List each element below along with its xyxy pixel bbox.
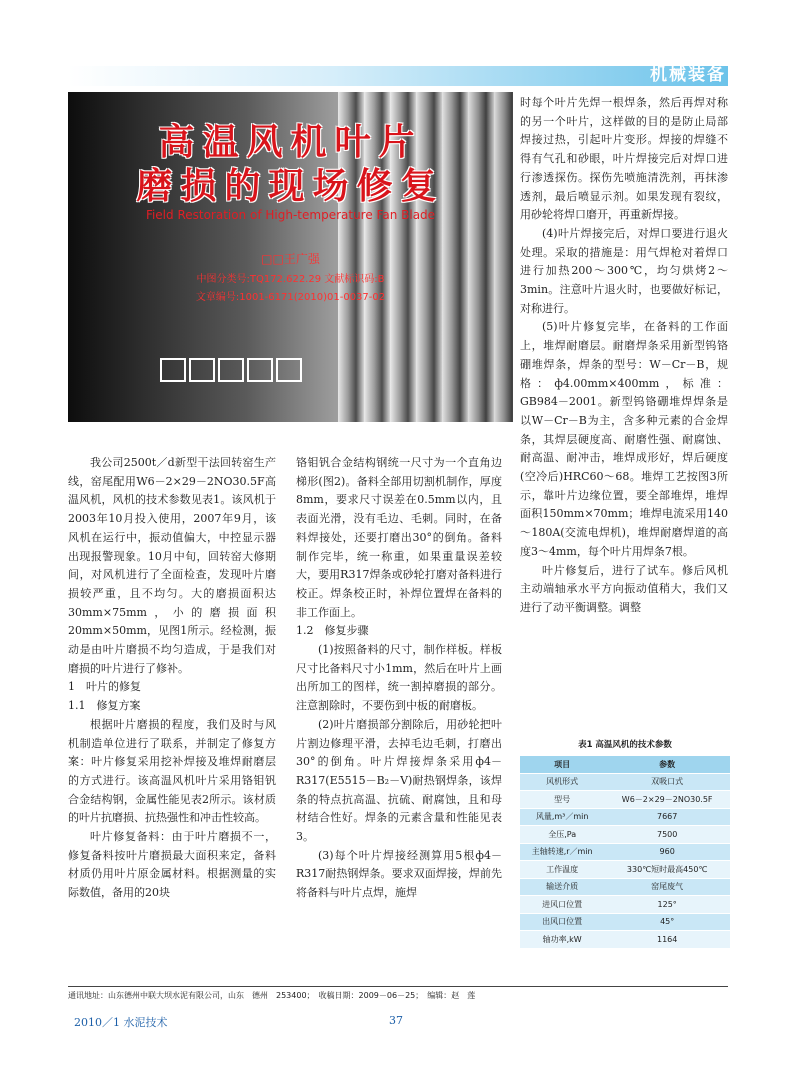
table-header-cell: 项目 (520, 756, 604, 773)
author: □□王广强 (261, 252, 320, 266)
table-cell: 45° (604, 913, 730, 931)
table-cell: 全压,Pa (520, 826, 604, 844)
table-cell: 960 (604, 843, 730, 861)
address-footnote: 通讯地址：山东德州中联大坝水泥有限公司，山东 德州 253400； 收稿日期：2009－06－25； 编辑：赵 莲 (68, 991, 476, 1000)
paragraph: 时每个叶片先焊一根焊条，然后再焊对称的另一个叶片，这样做的目的是防止局部焊接过热，引起叶片变形。焊接的焊缝不得有气孔和砂眼，叶片焊接完后对焊口进行渗透探伤。探伤先喷施清洗剂，再抹渗透剂，最后喷显示剂。如果发现有裂纹，用砂轮将焊口磨开，再重新焊接。 (520, 96, 728, 222)
table-cell: 330℃短时最高450℃ (604, 861, 730, 879)
classification-line: 中图分类号:TQ172.622.29 文献标识码:B (196, 274, 385, 285)
table-caption: 表1 高温风机的技术参数 (578, 740, 672, 750)
table-cell: 1164 (604, 931, 730, 949)
paragraph: (4)叶片焊接完后，对焊口要进行退火处理。采取的措施是：用气焊枪对着焊口进行加热200～300℃，均匀烘烤2～3min。注意叶片退火时，也要做好标记，对称进行。 (520, 226, 728, 315)
table-cell: W6－2×29－2NO30.5F (604, 791, 730, 809)
table-cell: 出风口位置 (520, 913, 604, 931)
table-cell: 主轴转速,r／min (520, 843, 604, 861)
table-row (520, 826, 730, 844)
subsection-heading: 1.2 修复步骤 (296, 624, 369, 638)
article-title-line1: 高温风机叶片 (158, 122, 423, 163)
article-title-line2: 磨损的现场修复 (136, 166, 445, 207)
table-row (520, 913, 730, 931)
paragraph: (3)每个叶片焊接经测算用5根ф4－R317耐热钢焊条。要求双面焊接，焊前先将备料与叶片点焊，施焊 (296, 848, 502, 900)
paragraph: 铬钼钒合金结构钢统一尺寸为一个直角边梯形(图2)。备料全部用切割机制作，厚度8mm，要求尺寸误差在0.5mm以内，且表面光滑，没有毛边、毛刺。同时，在备料焊接处，还要打磨出30°的倒角。备料制作完毕，统一称重，如果重量误差较大，要用R317焊条或砂轮打磨对备料进行校正。焊条校正时，补焊位置焊在备料的非工作面上。 (296, 456, 502, 619)
paragraph: 我公司2500t／d新型干法回转窑生产线，窑尾配用W6－2×29－2NO30.5F高温风机，风机的技术参数见表1。该风机于2003年10月投入使用，2007年9月，该风机在运行中，振动值偏大，中控显示器出现报警现象。10月中旬，回转窑大修期间，对风机进行了全面检查，发现叶片磨损较严重，且不均匀。大的磨损面积达30mm×75mm，小的磨损面积20mm×50mm，见图1所示。经检测，振动是由叶片磨损不均匀造成，于是我们对磨损的叶片进行了修补。 (68, 456, 276, 675)
table-row (520, 896, 730, 914)
box (160, 358, 186, 382)
footer-divider (68, 986, 728, 987)
box (276, 358, 302, 382)
table-cell: 轴功率,kW (520, 931, 604, 949)
table-row (520, 773, 730, 791)
table-cell: 风量,m³／min (520, 808, 604, 826)
paragraph: (5)叶片修复完毕，在备料的工作面上，堆焊耐磨层。耐磨焊条采用新型钨铬硼堆焊条，焊条的型号：W－Cr－B，规格：ф4.00mm×400mm，标准：GB984－2001。新型钨铬硼堆焊焊条是以W－Cr－B为主，含多种元素的合金焊条，其焊层硬度高、耐磨性强、耐腐蚀、耐高温、耐冲击，堆焊成形好，焊后硬度(空冷后)HRC60～68。堆焊工艺按图3所示，靠叶片边缘位置，要全部堆焊，堆焊面积150mm×70mm；堆焊电流采用140～180A(交流电焊机)，堆焊耐磨焊道的高度3～4mm，每个叶片用焊条7根。 (520, 320, 728, 558)
header-band (68, 66, 728, 86)
box (189, 358, 215, 382)
page-number: 37 (389, 1014, 403, 1027)
spec-table (520, 756, 730, 949)
subsection-heading: 1.1 修复方案 (68, 699, 141, 713)
box (218, 358, 244, 382)
table-cell: 窑尾废气 (604, 878, 730, 896)
paragraph: 根据叶片磨损的程度，我们及时与风机制造单位进行了联系，并制定了修复方案：叶片修复采用挖补焊接及堆焊耐磨层的方式进行。该高温风机叶片采用铬钼钒合金结构钢，金属性能见表2所示。该材质的叶片抗磨损、抗热强性和冲击性较高。 (68, 717, 276, 825)
box (247, 358, 273, 382)
table-row (520, 791, 730, 809)
table-cell: 7667 (604, 808, 730, 826)
table-cell: 双吸口式 (604, 773, 730, 791)
article-number-line: 文章编号:1001-6171(2010)01-0037-02 (195, 292, 386, 303)
table-row (520, 808, 730, 826)
table-cell: 型号 (520, 791, 604, 809)
table-cell: 125° (604, 896, 730, 914)
table-cell: 工作温度 (520, 861, 604, 879)
body-column-1 (68, 454, 276, 903)
paragraph: 叶片修复备料：由于叶片磨损不一，修复备料按叶片磨损最大面积来定，备料材质仍用叶片原金属材料。根据测量的实际数值，备用的20块 (68, 830, 276, 900)
table-row (520, 931, 730, 949)
table-header-row (520, 756, 730, 773)
table-row (520, 861, 730, 879)
title-banner (68, 92, 513, 422)
table-cell: 进风口位置 (520, 896, 604, 914)
section-tag: 机械装备 (650, 65, 726, 85)
article-title-english: Field Restoration of High-temperature Fan Blade (145, 208, 436, 222)
paragraph: (1)按照备料的尺寸，制作样板。样板尺寸比备料尺寸小1mm，然后在叶片上画出所加工的图样，统一割掉磨损的部分。注意割除时，不要伤到中板的耐磨板。 (296, 643, 502, 713)
paragraph: 叶片修复后，进行了试车。修后风机主动端轴承水平方向振动值稍大，我们又进行了动平衡调整。调整 (520, 563, 728, 614)
table-row (520, 878, 730, 896)
body-column-2 (296, 454, 502, 903)
section-heading: 1 叶片的修复 (68, 680, 141, 694)
table-cell: 7500 (604, 826, 730, 844)
table-row (520, 843, 730, 861)
paragraph: (2)叶片磨损部分割除后，用砂轮把叶片割边修理平滑，去掉毛边毛刺，打磨出30°的倒角。叶片焊接焊条采用ф4－R317(E5515－B₂－V)耐热钢焊条，该焊条的特点抗高温、抗硫、耐腐蚀，且和母材结合性好。焊条的元素含量和性能见表3。 (296, 717, 502, 844)
table-cell: 风机形式 (520, 773, 604, 791)
table-cell: 输送介质 (520, 878, 604, 896)
body-column-3 (520, 94, 728, 618)
decorative-boxes (160, 358, 302, 382)
journal-issue: 2010／1 水泥技术 (74, 1016, 168, 1029)
table-header-cell: 参数 (604, 756, 730, 773)
